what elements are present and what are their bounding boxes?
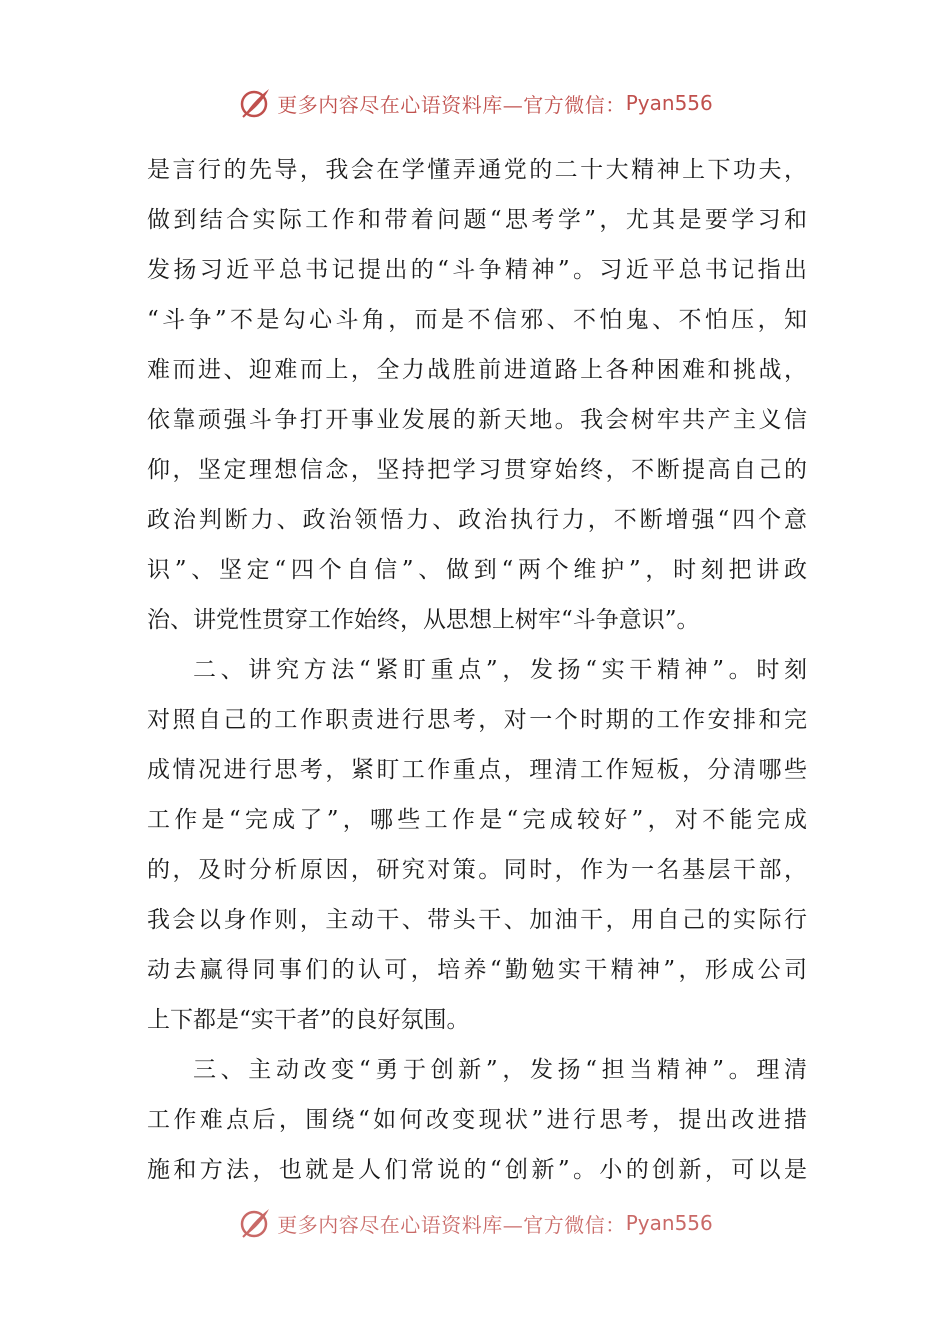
text-line: 对照自己的工作职责进行思考，对一个时期的工作安排和完 <box>147 707 807 733</box>
text-line: 工作是“完成了”，哪些工作是“完成较好”，对不能完成 <box>147 807 807 833</box>
feather-quill-logo-icon <box>237 1205 273 1241</box>
text-line: 的，及时分析原因，研究对策。同时，作为一名基层干部， <box>147 857 807 883</box>
paragraph-heading-line: 二、讲究方法“紧盯重点”，发扬“实干精神”。时刻 <box>193 657 807 683</box>
header-watermark-text: 更多内容尽在心语资料库—官方微信： <box>277 92 626 117</box>
text-line: 工作难点后，围绕“如何改变现状”进行思考，提出改进措 <box>147 1107 807 1133</box>
text-line: 依靠顽强斗争打开事业发展的新天地。我会树牢共产主义信 <box>147 407 807 433</box>
text-line: 难而进、迎难而上，全力战胜前进道路上各种困难和挑战， <box>147 357 807 383</box>
text-line: 上下都是“实干者”的良好氛围。 <box>147 1007 470 1033</box>
document-body <box>147 145 807 1195</box>
text-line: 发扬习近平总书记提出的“斗争精神”。习近平总书记指出 <box>147 257 807 283</box>
footer-wechat-id: Pyan556 <box>625 1211 713 1235</box>
header-watermark <box>0 83 950 123</box>
footer-watermark-text: 更多内容尽在心语资料库—官方微信： <box>277 1212 626 1237</box>
text-line: 识”、坚定“四个自信”、做到“两个维护”，时刻把讲政 <box>147 557 807 583</box>
text-line: 治、讲党性贯穿工作始终，从思想上树牢“斗争意识”。 <box>147 607 700 633</box>
footer-watermark <box>0 1203 950 1243</box>
text-line: 我会以身作则，主动干、带头干、加油干，用自己的实际行 <box>147 907 807 933</box>
text-line: “斗争”不是勾心斗角，而是不信邪、不怕鬼、不怕压，知 <box>147 307 807 333</box>
feather-quill-logo-icon <box>237 85 273 121</box>
text-line: 是言行的先导，我会在学懂弄通党的二十大精神上下功夫， <box>147 157 807 183</box>
header-wechat-id: Pyan556 <box>625 91 713 115</box>
paragraph-heading-line: 三、主动改变“勇于创新”，发扬“担当精神”。理清 <box>193 1057 807 1083</box>
text-line: 成情况进行思考，紧盯工作重点，理清工作短板，分清哪些 <box>147 757 807 783</box>
text-line: 做到结合实际工作和带着问题“思考学”，尤其是要学习和 <box>147 207 807 233</box>
text-line: 仰，坚定理想信念，坚持把学习贯穿始终，不断提高自己的 <box>147 457 807 483</box>
text-line: 动去赢得同事们的认可，培养“勤勉实干精神”，形成公司 <box>147 957 807 983</box>
text-line: 政治判断力、政治领悟力、政治执行力，不断增强“四个意 <box>147 507 807 533</box>
text-line: 施和方法，也就是人们常说的“创新”。小的创新，可以是 <box>147 1157 807 1183</box>
